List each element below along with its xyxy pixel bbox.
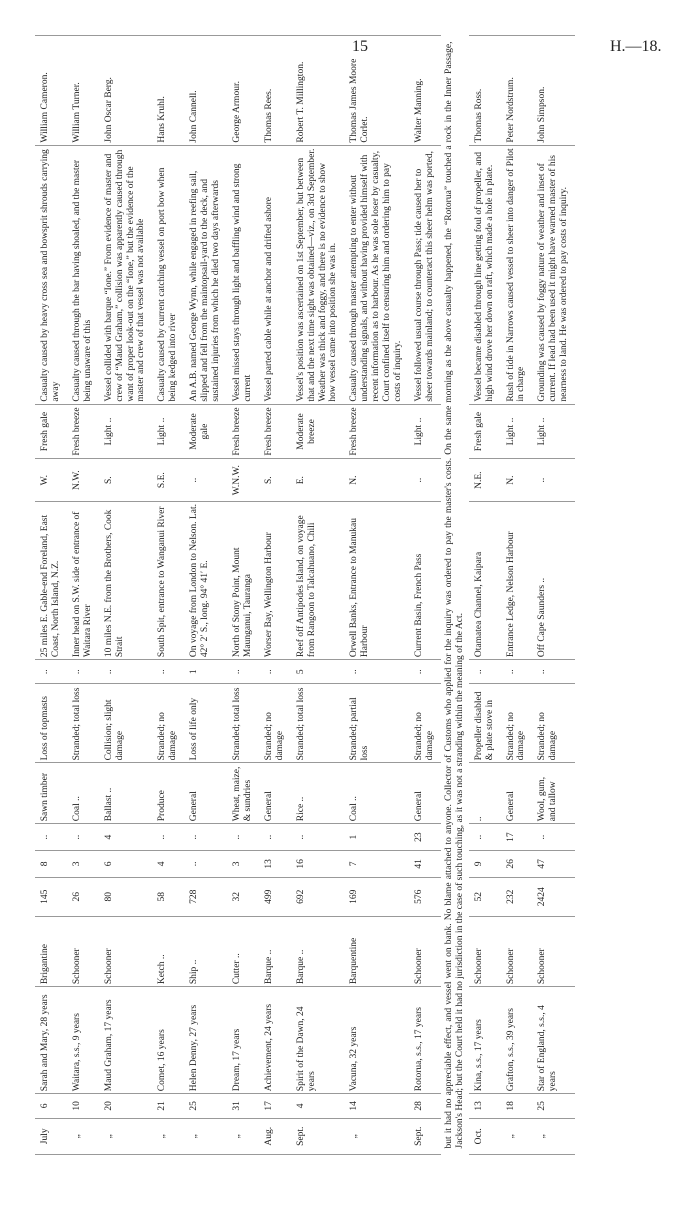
tonnage-cell: 232 <box>501 877 533 916</box>
tonnage-cell: 26 <box>67 877 99 916</box>
lives-lost-cell: 1 <box>184 660 227 684</box>
wind-direction-cell: N.W. <box>67 459 99 502</box>
vessel-cell: Achievement, 24 years <box>259 987 291 1094</box>
crew-cell: 16 <box>291 850 345 877</box>
table-row <box>344 36 409 1155</box>
day-cell: 10 <box>67 1094 99 1118</box>
master-cell: John Oscar Berg. <box>99 36 153 146</box>
place-cell: North of Stony Point, Mount Maunganui, Tauranga <box>227 501 259 659</box>
tonnage-cell: 499 <box>259 877 291 916</box>
master-cell: William Turner. <box>67 36 99 146</box>
damage-cell: Stranded; partial loss <box>344 684 409 763</box>
place-cell: Inner head on S.W. side of entrance of Waitara River <box>67 501 99 659</box>
vessel-cell: Sarah and Mary, 28 years <box>35 987 67 1094</box>
master-cell: Thomas Rees. <box>259 36 291 146</box>
wind-direction-cell: .. <box>184 459 227 502</box>
month-cell: „ <box>184 1118 227 1154</box>
crew-cell: 41 <box>409 850 441 877</box>
wind-direction-cell: W.N.W. <box>227 459 259 502</box>
crew-cell: 3 <box>67 850 99 877</box>
damage-cell: Stranded; no damage <box>259 684 291 763</box>
damage-cell: Loss of topmasts <box>35 684 67 763</box>
cause-cell: Rush of tide in Narrows caused vessel to sheer into danger of Pilot in charge <box>501 145 533 404</box>
passengers-cell: .. <box>35 824 67 851</box>
rig-cell: Schooner <box>409 916 441 987</box>
rig-cell: Barque .. <box>291 916 345 987</box>
wind-force-cell: Moderate breeze <box>291 404 345 459</box>
lives-lost-cell: .. <box>501 660 533 684</box>
cargo-cell: Wool, gum, and tallow <box>532 763 575 824</box>
master-cell: George Armour. <box>227 36 259 146</box>
master-cell: Thomas James Moore Corlet. <box>344 36 409 146</box>
damage-cell: Stranded; total loss <box>67 684 99 763</box>
table-row <box>259 36 291 1155</box>
crew-cell: 7 <box>344 850 409 877</box>
lives-lost-cell: 5 <box>291 660 345 684</box>
cause-cell: Casualty caused through the bar having shoaled, and the master being unaware of this <box>67 145 99 404</box>
page-reference: H.—18. <box>610 38 662 55</box>
table-row <box>532 36 575 1155</box>
month-cell: „ <box>344 1118 409 1154</box>
cargo-cell: Coal .. <box>67 763 99 824</box>
month-cell: July <box>35 1118 67 1154</box>
vessel-cell: Kina, s.s., 17 years <box>469 987 501 1094</box>
day-cell: 18 <box>501 1094 533 1118</box>
month-cell: „ <box>67 1118 99 1154</box>
damage-cell: Loss of life only <box>184 684 227 763</box>
passengers-cell: .. <box>469 824 501 851</box>
damage-cell: Stranded; total loss <box>291 684 345 763</box>
lives-lost-cell: .. <box>152 660 184 684</box>
rig-cell: Ketch .. <box>152 916 184 987</box>
wind-direction-cell: S. <box>259 459 291 502</box>
crew-cell: .. <box>184 850 227 877</box>
vessel-cell: Maud Graham, 17 years <box>99 987 153 1094</box>
place-cell: Reef off Antipodes Island, on voyage from Rangoon to Talcahuano, Chili <box>291 501 345 659</box>
day-cell: 17 <box>259 1094 291 1118</box>
wind-force-cell: Fresh gale <box>469 404 501 459</box>
cause-cell: Casualty caused by current catching vessel on port bow when being kedged into river <box>152 145 184 404</box>
continuation-note: but it had no appreciable effect, and vessel went on bank. No blame attached to anyone. Collector of Customs who applied for the inquiry was ordered to pay the master's costs. On the same morning as the above casualty happened, the “Rotorua” touched a rock in the Inner Passage, Jackson's Head; but the Court held it had no jurisdiction in the case of such touching, as it was not a stranding within the meaning of the Act. <box>443 41 465 1149</box>
lives-lost-cell: .. <box>469 660 501 684</box>
table-row <box>184 36 227 1155</box>
cause-cell: Vessel collided with barque “Ione.” From evidence of master and crew of “Maud Graham,” collision was apparently caused through want of proper look-out on the “Ione,” but the evidence of the master and crew of that vessel was not available <box>99 145 153 404</box>
master-cell: Walter Manning. <box>409 36 441 146</box>
wind-direction-cell: .. <box>409 459 441 502</box>
page-number: 15 <box>352 38 368 55</box>
passengers-cell: .. <box>532 824 575 851</box>
rig-cell: Schooner <box>501 916 533 987</box>
rig-cell: Schooner <box>67 916 99 987</box>
damage-cell: Propeller disabled & plate stove in <box>469 684 501 763</box>
passengers-cell: 4 <box>99 824 153 851</box>
cargo-cell: Coal .. <box>344 763 409 824</box>
day-cell: 28 <box>409 1094 441 1118</box>
wind-force-cell: Fresh breeze <box>227 404 259 459</box>
passengers-cell: .. <box>152 824 184 851</box>
passengers-cell: 17 <box>501 824 533 851</box>
table-row <box>469 36 501 1155</box>
vessel-cell: Rotorua, s.s., 17 years <box>409 987 441 1094</box>
rig-cell: Ship .. <box>184 916 227 987</box>
tonnage-cell: 58 <box>152 877 184 916</box>
passengers-cell: .. <box>291 824 345 851</box>
wrecks-table <box>35 35 575 1155</box>
wind-force-cell: Light .. <box>99 404 153 459</box>
cargo-cell: Ballast .. <box>99 763 153 824</box>
rig-cell: Schooner <box>469 916 501 987</box>
month-cell: „ <box>501 1118 533 1154</box>
place-cell: South Spit, entrance to Wanganui River <box>152 501 184 659</box>
cargo-cell: General <box>409 763 441 824</box>
lives-lost-cell: .. <box>344 660 409 684</box>
table-row <box>67 36 99 1155</box>
tonnage-cell: 52 <box>469 877 501 916</box>
place-cell: 25 miles E. Gable-end Foreland, East Coast, North Island, N.Z. <box>35 501 67 659</box>
wind-force-cell: Light .. <box>532 404 575 459</box>
cargo-cell: General <box>259 763 291 824</box>
cause-cell: Vessel became disabled through line getting foul of propeller, and high wind drove her down on raft, which made a hole in plate. <box>469 145 501 404</box>
tonnage-cell: 728 <box>184 877 227 916</box>
cargo-cell: Rice .. <box>291 763 345 824</box>
cargo-cell: General <box>501 763 533 824</box>
tonnage-cell: 169 <box>344 877 409 916</box>
month-cell: „ <box>99 1118 153 1154</box>
tonnage-cell: 80 <box>99 877 153 916</box>
crew-cell: 26 <box>501 850 533 877</box>
vessel-cell: Dream, 17 years <box>227 987 259 1094</box>
damage-cell: Stranded; total loss <box>227 684 259 763</box>
vessel-cell: Comet, 16 years <box>152 987 184 1094</box>
table-row <box>152 36 184 1155</box>
passengers-cell: 23 <box>409 824 441 851</box>
month-cell: Oct. <box>469 1118 501 1154</box>
day-cell: 20 <box>99 1094 153 1118</box>
crew-cell: 47 <box>532 850 575 877</box>
wind-force-cell: Fresh gale <box>35 404 67 459</box>
tonnage-cell: 2424 <box>532 877 575 916</box>
tonnage-cell: 692 <box>291 877 345 916</box>
cause-cell: Vessel missed stays through light and baffling wind and strong current <box>227 145 259 404</box>
damage-cell: Stranded; no damage <box>152 684 184 763</box>
cause-cell: Grounding was caused by foggy nature of weather and inset of current. If lead had been used it might have warned master of his nearness to land. He was ordered to pay costs of inquiry. <box>532 145 575 404</box>
place-cell: Orwell Banks, Entrance to Manukau Harbour <box>344 501 409 659</box>
rotated-table-container <box>35 35 675 1155</box>
wind-force-cell: Fresh breeze <box>67 404 99 459</box>
damage-cell: Stranded; no damage <box>501 684 533 763</box>
crew-cell: 4 <box>152 850 184 877</box>
day-cell: 6 <box>35 1094 67 1118</box>
vessel-cell: Spirit of the Dawn, 24 years <box>291 987 345 1094</box>
lives-lost-cell: .. <box>259 660 291 684</box>
table-row <box>291 36 345 1155</box>
lives-lost-cell: .. <box>67 660 99 684</box>
crew-cell: 3 <box>227 850 259 877</box>
passengers-cell: .. <box>67 824 99 851</box>
lives-lost-cell: .. <box>409 660 441 684</box>
damage-cell: Stranded; no damage <box>409 684 441 763</box>
month-cell: Aug. <box>259 1118 291 1154</box>
wind-direction-cell: N. <box>344 459 409 502</box>
tonnage-cell: 145 <box>35 877 67 916</box>
rig-cell: Barque .. <box>259 916 291 987</box>
month-cell: „ <box>532 1118 575 1154</box>
day-cell: 25 <box>184 1094 227 1118</box>
table-body <box>35 36 575 1155</box>
month-cell: Sept. <box>409 1118 441 1154</box>
place-cell: Off Cape Saunders .. <box>532 501 575 659</box>
cargo-cell: Wheat, maize, & sundries <box>227 763 259 824</box>
master-cell: John Simpson. <box>532 36 575 146</box>
passengers-cell: .. <box>259 824 291 851</box>
lives-lost-cell: .. <box>227 660 259 684</box>
crew-cell: 8 <box>35 850 67 877</box>
vessel-cell: Helen Denny, 27 years <box>184 987 227 1094</box>
cargo-cell: General <box>184 763 227 824</box>
day-cell: 14 <box>344 1094 409 1118</box>
passengers-cell: .. <box>184 824 227 851</box>
rig-cell: Barquentine <box>344 916 409 987</box>
place-cell: Entrance Ledge, Nelson Harbour <box>501 501 533 659</box>
day-cell: 31 <box>227 1094 259 1118</box>
wind-direction-cell: S. <box>99 459 153 502</box>
cause-cell: Casualty caused through master attempting to enter without understanding signals, and without having provided himself with recent information as to harbour. As he was sole loser by casualty, Court confined itself to censuring him and ordering him to pay costs of inquiry. <box>344 145 409 404</box>
master-cell: William Cameron. <box>35 36 67 146</box>
rig-cell: Brigantine <box>35 916 67 987</box>
rig-cell: Schooner <box>99 916 153 987</box>
cargo-cell: Sawn timber <box>35 763 67 824</box>
wind-force-cell: Light .. <box>409 404 441 459</box>
wind-force-cell: Fresh breeze <box>344 404 409 459</box>
day-cell: 25 <box>532 1094 575 1118</box>
day-cell: 21 <box>152 1094 184 1118</box>
rig-cell: Schooner <box>532 916 575 987</box>
wind-force-cell: Light .. <box>501 404 533 459</box>
vessel-cell: Waitara, s.s., 9 years <box>67 987 99 1094</box>
table-row <box>227 36 259 1155</box>
master-cell: Peter Nordstrum. <box>501 36 533 146</box>
place-cell: 10 miles N.E. from the Brothers, Cook Strait <box>99 501 153 659</box>
cause-cell: Casualty caused by heavy cross sea and bowsprit shrouds carrying away <box>35 145 67 404</box>
cause-cell: Vessel parted cable while at anchor and drifted ashore <box>259 145 291 404</box>
vessel-cell: Grafton, s.s., 39 years <box>501 987 533 1094</box>
tonnage-cell: 576 <box>409 877 441 916</box>
passengers-cell: .. <box>227 824 259 851</box>
place-cell: On voyage from London to Nelson. Lat. 42° 2′ S., long. 94° 41′ E. <box>184 501 227 659</box>
vessel-cell: Star of England, s.s., 4 years <box>532 987 575 1094</box>
lives-lost-cell: .. <box>99 660 153 684</box>
master-cell: Robert T. Millington. <box>291 36 345 146</box>
lives-lost-cell: .. <box>35 660 67 684</box>
place-cell: Worser Bay, Wellington Harbour <box>259 501 291 659</box>
tonnage-cell: 32 <box>227 877 259 916</box>
crew-cell: 6 <box>99 850 153 877</box>
table-row <box>99 36 153 1155</box>
damage-cell: Stranded; no damage <box>532 684 575 763</box>
wind-direction-cell: N. <box>501 459 533 502</box>
master-cell: Hans Kruhl. <box>152 36 184 146</box>
wind-force-cell: Light .. <box>152 404 184 459</box>
continuation-note-row <box>441 36 469 1155</box>
month-cell: „ <box>227 1118 259 1154</box>
wind-force-cell: Moderate gale <box>184 404 227 459</box>
passengers-cell: 1 <box>344 824 409 851</box>
master-cell: John Cannell. <box>184 36 227 146</box>
table-row <box>501 36 533 1155</box>
wind-direction-cell: N.E. <box>469 459 501 502</box>
wind-direction-cell: .. <box>532 459 575 502</box>
master-cell: Thomas Ross. <box>469 36 501 146</box>
wind-direction-cell: E. <box>291 459 345 502</box>
day-cell: 13 <box>469 1094 501 1118</box>
damage-cell: Collision; slight damage <box>99 684 153 763</box>
rig-cell: Cutter .. <box>227 916 259 987</box>
wind-direction-cell: S.E. <box>152 459 184 502</box>
lives-lost-cell: .. <box>532 660 575 684</box>
cause-cell: An A.B. named George Wynn, while engaged in reefing sail, slipped and fell from the maintopsail-yard to the deck, and sustained injuries from which he died two days afterwards <box>184 145 227 404</box>
month-cell: „ <box>152 1118 184 1154</box>
cargo-cell: .. <box>469 763 501 824</box>
month-cell: Sept. <box>291 1118 345 1154</box>
wind-force-cell: Fresh breeze <box>259 404 291 459</box>
table-row <box>409 36 441 1155</box>
place-cell: Current Basin, French Pass <box>409 501 441 659</box>
crew-cell: 9 <box>469 850 501 877</box>
wind-direction-cell: W. <box>35 459 67 502</box>
table-row <box>35 36 67 1155</box>
cause-cell: Vessel followed usual course through Pass; tide caused her to sheer towards mainland; to counteract this sheer helm was ported, <box>409 145 441 404</box>
vessel-cell: Vacuna, 32 years <box>344 987 409 1094</box>
cargo-cell: Produce <box>152 763 184 824</box>
day-cell: 4 <box>291 1094 345 1118</box>
crew-cell: 13 <box>259 850 291 877</box>
cause-cell: Vessel's position was ascertained on 1st September, but between that and the next time sight was obtained—viz., on 3rd September. Weather was thick and foggy, and there is no evidence to show how vessel came into position she was in. <box>291 145 345 404</box>
place-cell: Otamatea Channel, Kaipara <box>469 501 501 659</box>
